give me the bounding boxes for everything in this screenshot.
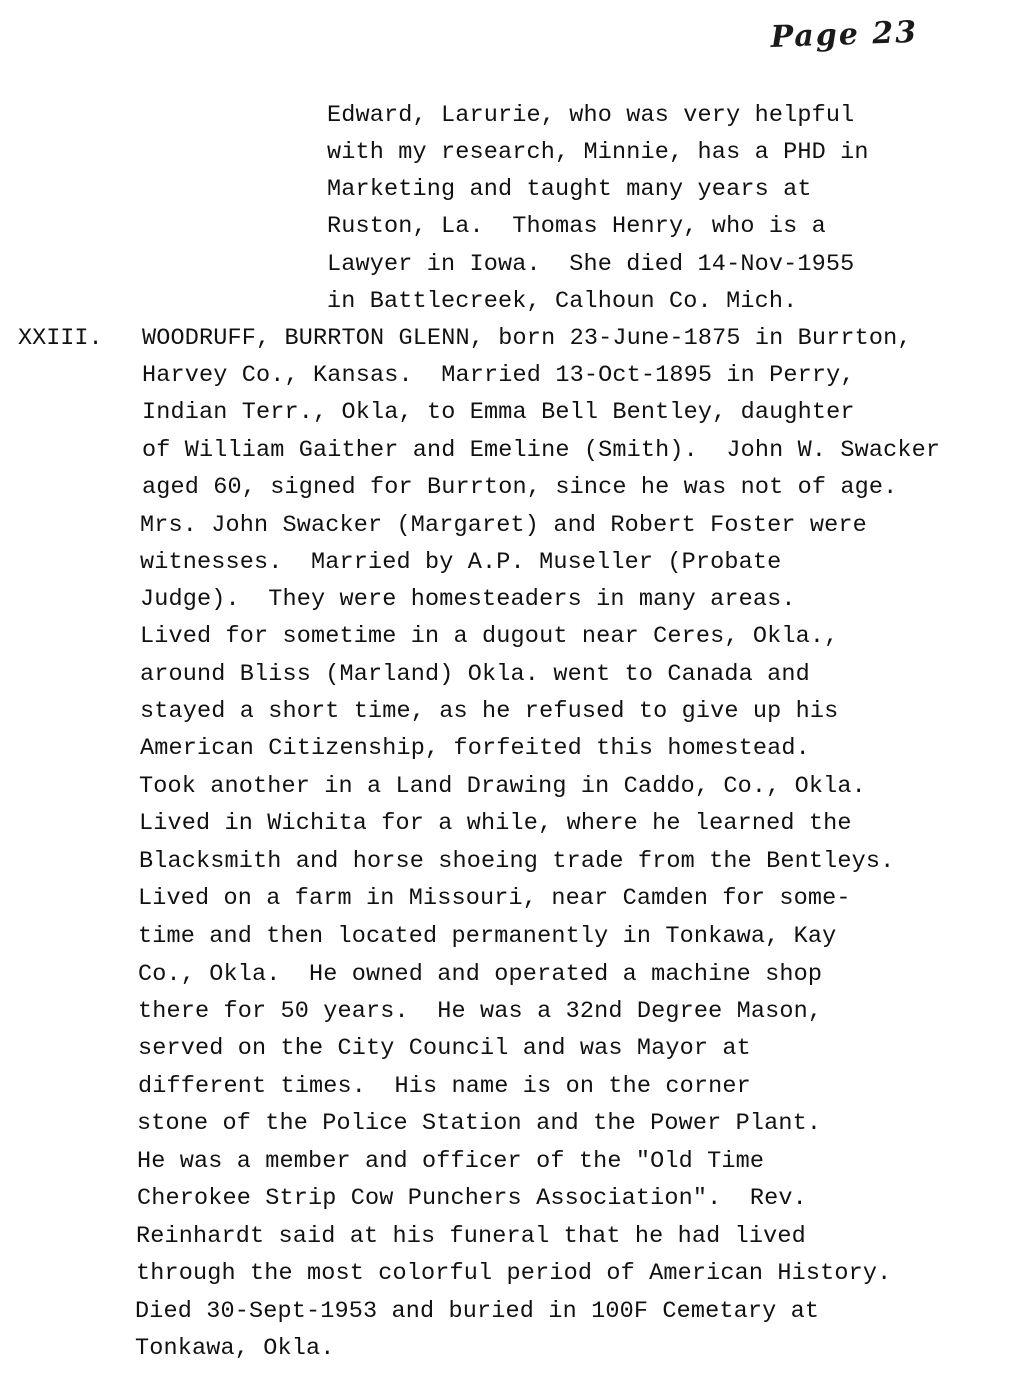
continuation-line: in Battlecreek, Calhoun Co. Mich.: [327, 288, 798, 315]
entry-line: around Bliss (Marland) Okla. went to Canada and: [140, 661, 810, 688]
entry-number: XXIII.: [18, 325, 103, 352]
entry-line: Indian Terr., Okla, to Emma Bell Bentley, daughter: [142, 399, 855, 426]
page-number: Page 23: [770, 14, 919, 55]
entry-line: time and then located permanently in Tonkawa, Kay: [138, 923, 837, 950]
entry-line: aged 60, signed for Burrton, since he was not of age.: [142, 474, 898, 501]
entry-line: Judge). They were homesteaders in many areas.: [140, 586, 796, 613]
entry-line: Cherokee Strip Cow Punchers Association". Rev.: [137, 1185, 807, 1212]
entry-line: different times. His name is on the corner: [138, 1073, 751, 1100]
entry-line: through the most colorful period of American History.: [136, 1260, 892, 1287]
entry-line: stone of the Police Station and the Power Plant.: [137, 1110, 822, 1137]
entry-line: He was a member and officer of the "Old Time: [137, 1148, 765, 1175]
entry-line: Harvey Co., Kansas. Married 13-Oct-1895 in Perry,: [142, 362, 855, 389]
entry-line: served on the City Council and was Mayor at: [138, 1035, 751, 1062]
entry-line: Blacksmith and horse shoeing trade from the Bentleys.: [139, 848, 895, 875]
continuation-line: Marketing and taught many years at: [327, 176, 812, 203]
continuation-line: Lawyer in Iowa. She died 14-Nov-1955: [327, 251, 855, 278]
entry-line: Reinhardt said at his funeral that he had lived: [136, 1223, 806, 1250]
entry-line: WOODRUFF, BURRTON GLENN, born 23-June-1875 in Burrton,: [142, 325, 912, 352]
entry-line: Lived in Wichita for a while, where he learned the: [139, 810, 852, 837]
entry-line: Lived for sometime in a dugout near Ceres, Okla.,: [140, 623, 839, 650]
entry-line: of William Gaither and Emeline (Smith). John W. Swacker: [142, 437, 941, 464]
entry-line: Tonkawa, Okla.: [135, 1335, 335, 1362]
entry-line: witnesses. Married by A.P. Museller (Probate: [140, 549, 782, 576]
entry-line: American Citizenship, forfeited this homestead.: [140, 735, 810, 762]
continuation-line: Ruston, La. Thomas Henry, who is a: [327, 213, 826, 240]
continuation-line: with my research, Minnie, has a PHD in: [327, 139, 869, 166]
entry-line: Died 30-Sept-1953 and buried in 100F Cemetary at: [135, 1298, 820, 1325]
entry-line: Mrs. John Swacker (Margaret) and Robert Foster were: [140, 512, 867, 539]
continuation-line: Edward, Larurie, who was very helpful: [327, 102, 855, 129]
entry-line: Took another in a Land Drawing in Caddo, Co., Okla.: [139, 773, 866, 800]
entry-line: Co., Okla. He owned and operated a machine shop: [138, 961, 823, 988]
entry-line: Lived on a farm in Missouri, near Camden for some-: [138, 885, 851, 912]
entry-line: stayed a short time, as he refused to give up his: [140, 698, 839, 725]
entry-line: there for 50 years. He was a 32nd Degree Mason,: [138, 998, 823, 1025]
